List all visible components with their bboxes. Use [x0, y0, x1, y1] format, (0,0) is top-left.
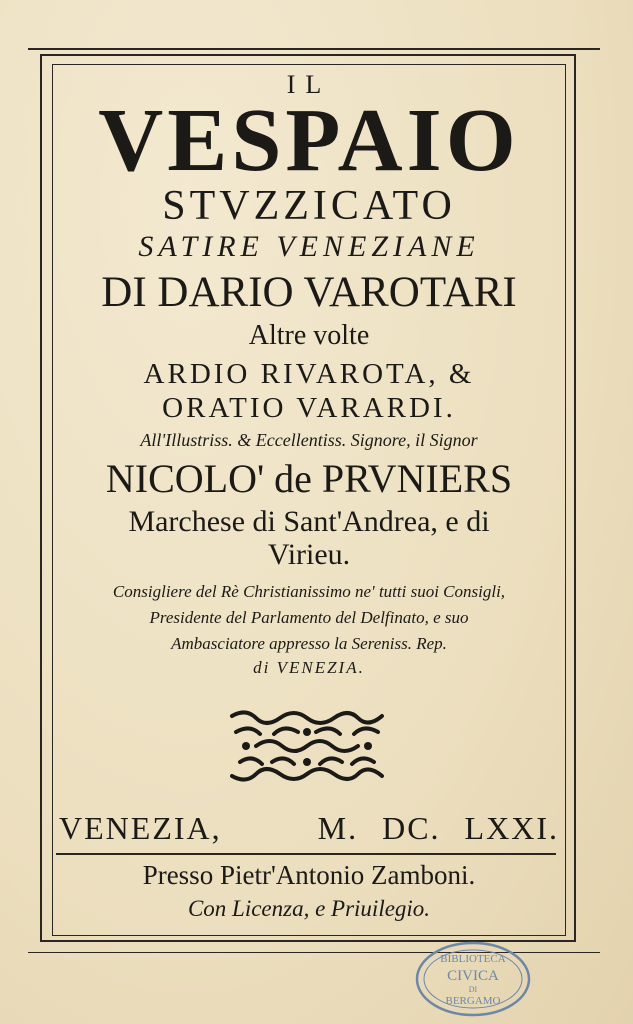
imprint-rule — [56, 853, 556, 855]
office-line-4: di VENEZIA. — [253, 658, 365, 677]
office-line-3: Ambasciatore appresso la Sereniss. Rep. — [171, 634, 447, 653]
stamp-line-3: DI — [468, 985, 478, 994]
alias-line-1: ARDIO RIVAROTA, & — [143, 358, 475, 390]
title-il: IL — [286, 70, 332, 99]
subtitle-satire: SATIRE VENEZIANE — [138, 230, 480, 263]
title-stuzzicato: STVZZICATO — [162, 183, 456, 229]
stamp-line-1: BIBLIOTECA — [440, 953, 506, 965]
title-vespaio: VESPAIO — [98, 91, 520, 190]
printer-line: Presso Pietr'Antonio Zamboni. — [142, 860, 476, 890]
stamp-line-2: CIVICA — [447, 968, 499, 984]
printers-ornament — [226, 706, 388, 786]
stamp-line-4: BERGAMO — [445, 995, 501, 1007]
dedicatee-name: NICOLO' de PRVNIERS — [105, 456, 513, 501]
author-line: DI DARIO VAROTARI — [101, 269, 517, 316]
library-stamp — [414, 940, 532, 1018]
altre-volte-line: Altre volte — [248, 320, 370, 351]
office-line-2: Presidente del Parlamento del Delfinato, e suo — [149, 608, 469, 627]
license-line: Con Licenza, e Priuilegio. — [187, 896, 431, 921]
dedicatee-title-2: Virieu. — [267, 538, 351, 571]
top-rule — [28, 48, 600, 50]
imprint-place-date: VENEZIA, M. DC. LXXI. — [59, 810, 559, 846]
dedicatee-title-1: Marchese di Sant'Andrea, e di — [128, 505, 490, 538]
alias-line-2: ORATIO VARARDI. — [162, 392, 456, 424]
dedication-line: All'Illustriss. & Eccellentiss. Signore, il Signor — [140, 430, 478, 450]
office-line-1: Consigliere del Rè Christianissimo ne' tutti suoi Consigli, — [112, 582, 506, 601]
